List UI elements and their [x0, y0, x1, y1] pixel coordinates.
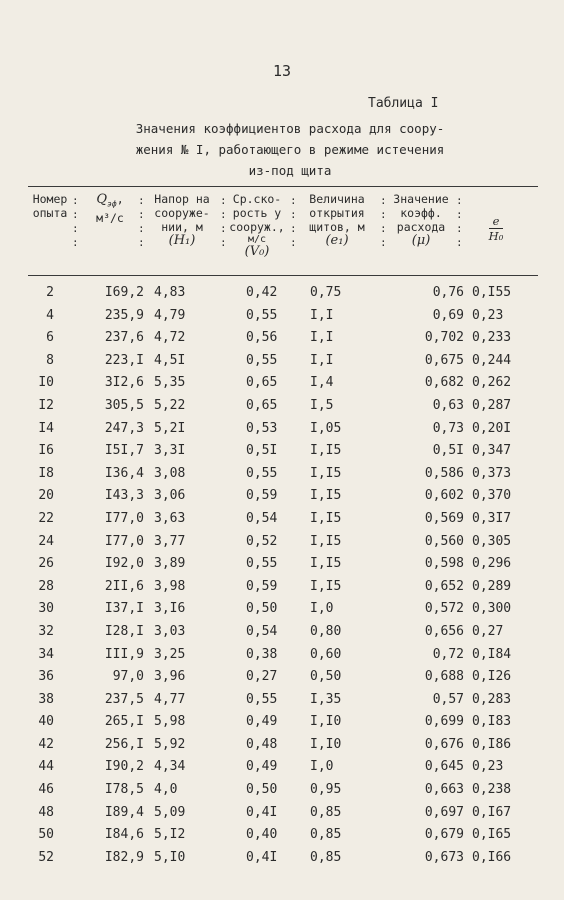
table-row [28, 576, 538, 599]
cell-gate-opening: 0,85 [310, 804, 342, 820]
cell-discharge: I82,9 [104, 849, 144, 865]
cell-gate-opening: 0,50 [310, 669, 342, 685]
cell-discharge: I78,5 [104, 782, 144, 798]
table-row [28, 644, 538, 667]
cell-gate-opening: I,4 [310, 375, 334, 391]
cell-discharge: I77,0 [104, 510, 144, 526]
cell-velocity: 0,55 [246, 307, 278, 323]
cell-discharge: 305,5 [104, 397, 144, 413]
cell-head: 3,06 [154, 488, 186, 504]
cell-velocity: 0,55 [246, 556, 278, 572]
cell-relative-opening: 0,20I [472, 420, 512, 436]
cell-experiment-number: 50 [38, 827, 54, 843]
header-bottom-rule [28, 275, 538, 276]
cell-gate-opening: I,5 [310, 397, 334, 413]
cell-head: 3,89 [154, 556, 186, 572]
table-row [28, 689, 538, 712]
cell-gate-opening: I,I [310, 307, 334, 323]
header-head [144, 192, 220, 248]
cell-head: 5,22 [154, 397, 186, 413]
caption-line: жения № I, работающего в режиме истечения [135, 142, 445, 157]
cell-relative-opening: 0,296 [472, 556, 512, 572]
table-row [28, 395, 538, 418]
velocity-symbol: (V₀) [244, 244, 270, 259]
cell-velocity: 0,54 [246, 623, 278, 639]
table-row [28, 824, 538, 847]
cell-discharge-coefficient: 0,586 [424, 465, 464, 481]
table-row [28, 327, 538, 350]
cell-relative-opening: 0,23 [472, 759, 504, 775]
cell-discharge: 97,0 [112, 669, 144, 685]
cell-discharge-coefficient: 0,598 [424, 556, 464, 572]
cell-velocity: 0,49 [246, 759, 278, 775]
table-row [28, 440, 538, 463]
cell-velocity: 0,4I [246, 804, 278, 820]
cell-discharge-coefficient: 0,679 [424, 827, 464, 843]
cell-gate-opening: I,I0 [310, 736, 342, 752]
cell-gate-opening: I,I0 [310, 714, 342, 730]
cell-relative-opening: 0,I55 [472, 285, 512, 300]
cell-relative-opening: 0,3I7 [472, 510, 512, 526]
cell-velocity: 0,50 [246, 601, 278, 617]
cell-discharge: 247,3 [104, 420, 144, 436]
cell-gate-opening: I,05 [310, 420, 342, 436]
column-separator: : : : : [138, 194, 145, 249]
header-line: расхода [396, 220, 446, 234]
cell-relative-opening: 0,370 [472, 488, 512, 504]
table-row [28, 666, 538, 689]
cell-discharge-coefficient: 0,602 [424, 488, 464, 504]
cell-relative-opening: 0,27 [472, 623, 504, 639]
table-row [28, 372, 538, 395]
discharge-symbol: Q [96, 192, 108, 207]
cell-relative-opening: 0,I84 [472, 646, 512, 662]
header-discharge: $Q_{эф}$, м³/с [82, 192, 138, 225]
header-line: открытия [309, 206, 365, 220]
cell-discharge: I69,2 [104, 285, 144, 300]
cell-discharge-coefficient: 0,663 [424, 782, 464, 798]
cell-discharge: 3I2,6 [104, 375, 144, 391]
header-line: Значение [393, 192, 449, 206]
header-line: Величина [309, 192, 365, 206]
cell-gate-opening: I,I5 [310, 533, 342, 549]
cell-head: 4,83 [154, 285, 186, 300]
cell-head: 4,77 [154, 691, 186, 707]
header-line: коэфф. [400, 206, 442, 220]
cell-discharge-coefficient: 0,560 [424, 533, 464, 549]
header-line: рость у [232, 206, 282, 220]
cell-experiment-number: 46 [38, 782, 54, 798]
table-row [28, 282, 538, 305]
table-row [28, 756, 538, 779]
header-gate-opening [298, 192, 376, 248]
column-separator: : : : : [220, 194, 227, 249]
cell-head: 3,08 [154, 465, 186, 481]
coefficient-symbol: (μ) [411, 233, 431, 248]
cell-relative-opening: 0,I26 [472, 669, 512, 685]
cell-experiment-number: 6 [46, 330, 54, 346]
header-line: м/с [247, 234, 267, 245]
cell-head: 5,2I [154, 420, 186, 436]
cell-velocity: 0,27 [246, 669, 278, 685]
cell-velocity: 0,40 [246, 827, 278, 843]
table-label: Таблица I [368, 96, 439, 111]
cell-discharge-coefficient: 0,673 [424, 849, 464, 865]
head-symbol: (H₁) [168, 233, 196, 248]
cell-velocity: 0,42 [246, 285, 278, 300]
cell-experiment-number: I8 [38, 465, 54, 481]
table-row [28, 621, 538, 644]
cell-discharge-coefficient: 0,569 [424, 510, 464, 526]
cell-relative-opening: 0,347 [472, 443, 512, 459]
cell-velocity: 0,59 [246, 488, 278, 504]
cell-head: 3,3I [154, 443, 186, 459]
table-row [28, 734, 538, 757]
gate-opening-symbol: (e₁) [325, 233, 349, 248]
cell-discharge: I28,I [104, 623, 144, 639]
cell-relative-opening: 0,373 [472, 465, 512, 481]
cell-discharge: 256,I [104, 736, 144, 752]
header-line: сооруж., [229, 220, 285, 234]
cell-discharge: 237,6 [104, 330, 144, 346]
cell-head: 3,25 [154, 646, 186, 662]
cell-gate-opening: 0,95 [310, 782, 342, 798]
cell-head: 4,5I [154, 352, 186, 368]
table-row [28, 508, 538, 531]
discharge-subscript: эф [107, 199, 117, 209]
cell-experiment-number: 26 [38, 556, 54, 572]
cell-gate-opening: I,0 [310, 759, 334, 775]
cell-discharge: I90,2 [104, 759, 144, 775]
cell-velocity: 0,65 [246, 375, 278, 391]
cell-experiment-number: 2 [46, 285, 54, 300]
caption-line: из-под щита [248, 163, 332, 178]
cell-gate-opening: I,I5 [310, 510, 342, 526]
cell-velocity: 0,65 [246, 397, 278, 413]
header-line: Напор на [154, 192, 210, 206]
cell-head: 4,72 [154, 330, 186, 346]
cell-gate-opening: 0,75 [310, 285, 342, 300]
cell-experiment-number: 52 [38, 849, 54, 865]
cell-relative-opening: 0,23 [472, 307, 504, 323]
cell-velocity: 0,38 [246, 646, 278, 662]
cell-experiment-number: 38 [38, 691, 54, 707]
cell-gate-opening: I,0 [310, 601, 334, 617]
column-separator: : : : : [290, 194, 297, 249]
cell-relative-opening: 0,233 [472, 330, 512, 346]
cell-gate-opening: I,I [310, 330, 334, 346]
cell-velocity: 0,55 [246, 465, 278, 481]
cell-gate-opening: I,I5 [310, 578, 342, 594]
cell-discharge-coefficient: 0,656 [424, 623, 464, 639]
table-row [28, 802, 538, 825]
cell-experiment-number: 40 [38, 714, 54, 730]
cell-velocity: 0,55 [246, 352, 278, 368]
cell-discharge-coefficient: 0,699 [424, 714, 464, 730]
cell-experiment-number: 8 [46, 352, 54, 368]
cell-experiment-number: 22 [38, 510, 54, 526]
page-number: 13 [272, 62, 292, 80]
table-row [28, 553, 538, 576]
cell-head: 5,09 [154, 804, 186, 820]
cell-discharge: I92,0 [104, 556, 144, 572]
column-separator: : : : : [456, 194, 463, 249]
cell-experiment-number: 28 [38, 578, 54, 594]
header-line: сооруже- [154, 206, 210, 220]
cell-head: 4,0 [154, 782, 178, 798]
cell-velocity: 0,5I [246, 443, 278, 459]
table-row [28, 350, 538, 373]
cell-discharge: I89,4 [104, 804, 144, 820]
cell-velocity: 0,59 [246, 578, 278, 594]
cell-discharge-coefficient: 0,572 [424, 601, 464, 617]
cell-discharge-coefficient: 0,688 [424, 669, 464, 685]
cell-experiment-number: I4 [38, 420, 54, 436]
header-line: Ср.ско- [232, 192, 282, 206]
cell-experiment-number: 36 [38, 669, 54, 685]
cell-discharge-coefficient: 0,645 [424, 759, 464, 775]
cell-discharge-coefficient: 0,702 [424, 330, 464, 346]
cell-velocity: 0,54 [246, 510, 278, 526]
cell-head: 3,77 [154, 533, 186, 549]
header-line: щитов, м [309, 220, 365, 234]
fraction-denominator: H₀ [488, 229, 504, 243]
table-row [28, 305, 538, 328]
column-separator: : : : : [72, 194, 79, 249]
column-separator: : : : : [380, 194, 387, 249]
cell-experiment-number: 20 [38, 488, 54, 504]
cell-relative-opening: 0,289 [472, 578, 512, 594]
cell-discharge-coefficient: 0,63 [432, 397, 464, 413]
cell-experiment-number: 24 [38, 533, 54, 549]
cell-gate-opening: I,I5 [310, 488, 342, 504]
cell-head: 5,I0 [154, 849, 186, 865]
fraction-numerator: e [489, 214, 504, 229]
discharge-unit: м³/с [96, 211, 124, 226]
cell-velocity: 0,56 [246, 330, 278, 346]
header-discharge-coefficient [386, 192, 456, 248]
table-row [28, 531, 538, 554]
table-row [28, 779, 538, 802]
cell-gate-opening: I,I [310, 352, 334, 368]
header-line: опыта [32, 206, 68, 220]
cell-head: 3,98 [154, 578, 186, 594]
cell-discharge: I43,3 [104, 488, 144, 504]
header-top-rule [28, 186, 538, 187]
cell-discharge-coefficient: 0,69 [432, 307, 464, 323]
cell-head: 5,I2 [154, 827, 186, 843]
cell-gate-opening: 0,60 [310, 646, 342, 662]
cell-experiment-number: 48 [38, 804, 54, 820]
cell-experiment-number: I2 [38, 397, 54, 413]
header-line: Номер [32, 192, 68, 206]
cell-relative-opening: 0,244 [472, 352, 512, 368]
cell-relative-opening: 0,I67 [472, 804, 512, 820]
relative-opening-fraction [489, 214, 504, 243]
cell-head: 3,03 [154, 623, 186, 639]
cell-velocity: 0,48 [246, 736, 278, 752]
header-experiment-number [28, 192, 72, 220]
cell-discharge-coefficient: 0,57 [432, 691, 464, 707]
cell-discharge: 265,I [104, 714, 144, 730]
cell-discharge: I77,0 [104, 533, 144, 549]
table-header [28, 192, 538, 272]
cell-head: 3,I6 [154, 601, 186, 617]
cell-velocity: 0,50 [246, 782, 278, 798]
cell-experiment-number: 34 [38, 646, 54, 662]
cell-discharge-coefficient: 0,697 [424, 804, 464, 820]
cell-experiment-number: 42 [38, 736, 54, 752]
cell-discharge-coefficient: 0,76 [432, 285, 464, 300]
cell-experiment-number: 44 [38, 759, 54, 775]
table-row [28, 598, 538, 621]
table-caption [60, 118, 520, 181]
table-row [28, 418, 538, 441]
cell-head: 5,92 [154, 736, 186, 752]
cell-head: 5,35 [154, 375, 186, 391]
table-body [28, 282, 538, 869]
cell-gate-opening: I,I5 [310, 465, 342, 481]
cell-gate-opening: 0,85 [310, 849, 342, 865]
cell-relative-opening: 0,I66 [472, 849, 512, 865]
cell-gate-opening: 0,85 [310, 827, 342, 843]
cell-relative-opening: 0,I86 [472, 736, 512, 752]
cell-gate-opening: I,35 [310, 691, 342, 707]
header-velocity [226, 192, 288, 259]
table-row [28, 711, 538, 734]
cell-discharge: 2II,6 [104, 578, 144, 594]
cell-relative-opening: 0,I83 [472, 714, 512, 730]
cell-velocity: 0,52 [246, 533, 278, 549]
cell-experiment-number: I6 [38, 443, 54, 459]
cell-experiment-number: 30 [38, 601, 54, 617]
table-row [28, 485, 538, 508]
table-row [28, 847, 538, 870]
cell-velocity: 0,4I [246, 849, 278, 865]
cell-discharge: I37,I [104, 601, 144, 617]
cell-discharge-coefficient: 0,72 [432, 646, 464, 662]
cell-discharge: I84,6 [104, 827, 144, 843]
cell-relative-opening: 0,238 [472, 782, 512, 798]
cell-discharge: 235,9 [104, 307, 144, 323]
cell-discharge: I5I,7 [104, 443, 144, 459]
table-row [28, 463, 538, 486]
cell-discharge: 223,I [104, 352, 144, 368]
cell-discharge: 237,5 [104, 691, 144, 707]
header-relative-opening [468, 214, 524, 243]
cell-velocity: 0,53 [246, 420, 278, 436]
cell-discharge-coefficient: 0,682 [424, 375, 464, 391]
cell-relative-opening: 0,305 [472, 533, 512, 549]
cell-head: 4,34 [154, 759, 186, 775]
cell-gate-opening: I,I5 [310, 556, 342, 572]
cell-discharge-coefficient: 0,652 [424, 578, 464, 594]
cell-discharge-coefficient: 0,73 [432, 420, 464, 436]
cell-relative-opening: 0,300 [472, 601, 512, 617]
cell-head: 3,96 [154, 669, 186, 685]
cell-relative-opening: 0,283 [472, 691, 512, 707]
cell-relative-opening: 0,287 [472, 397, 512, 413]
cell-experiment-number: 32 [38, 623, 54, 639]
cell-experiment-number: 4 [46, 307, 54, 323]
cell-velocity: 0,49 [246, 714, 278, 730]
cell-relative-opening: 0,I65 [472, 827, 512, 843]
cell-discharge-coefficient: 0,675 [424, 352, 464, 368]
cell-velocity: 0,55 [246, 691, 278, 707]
cell-discharge: I36,4 [104, 465, 144, 481]
cell-gate-opening: 0,80 [310, 623, 342, 639]
cell-head: 5,98 [154, 714, 186, 730]
cell-experiment-number: I0 [38, 375, 54, 391]
cell-discharge-coefficient: 0,5I [432, 443, 464, 459]
cell-discharge-coefficient: 0,676 [424, 736, 464, 752]
cell-head: 3,63 [154, 510, 186, 526]
header-line: нии, м [161, 220, 203, 234]
caption-line: Значения коэффициентов расхода для соору- [135, 121, 445, 136]
cell-gate-opening: I,I5 [310, 443, 342, 459]
cell-head: 4,79 [154, 307, 186, 323]
cell-discharge: III,9 [104, 646, 144, 662]
cell-relative-opening: 0,262 [472, 375, 512, 391]
